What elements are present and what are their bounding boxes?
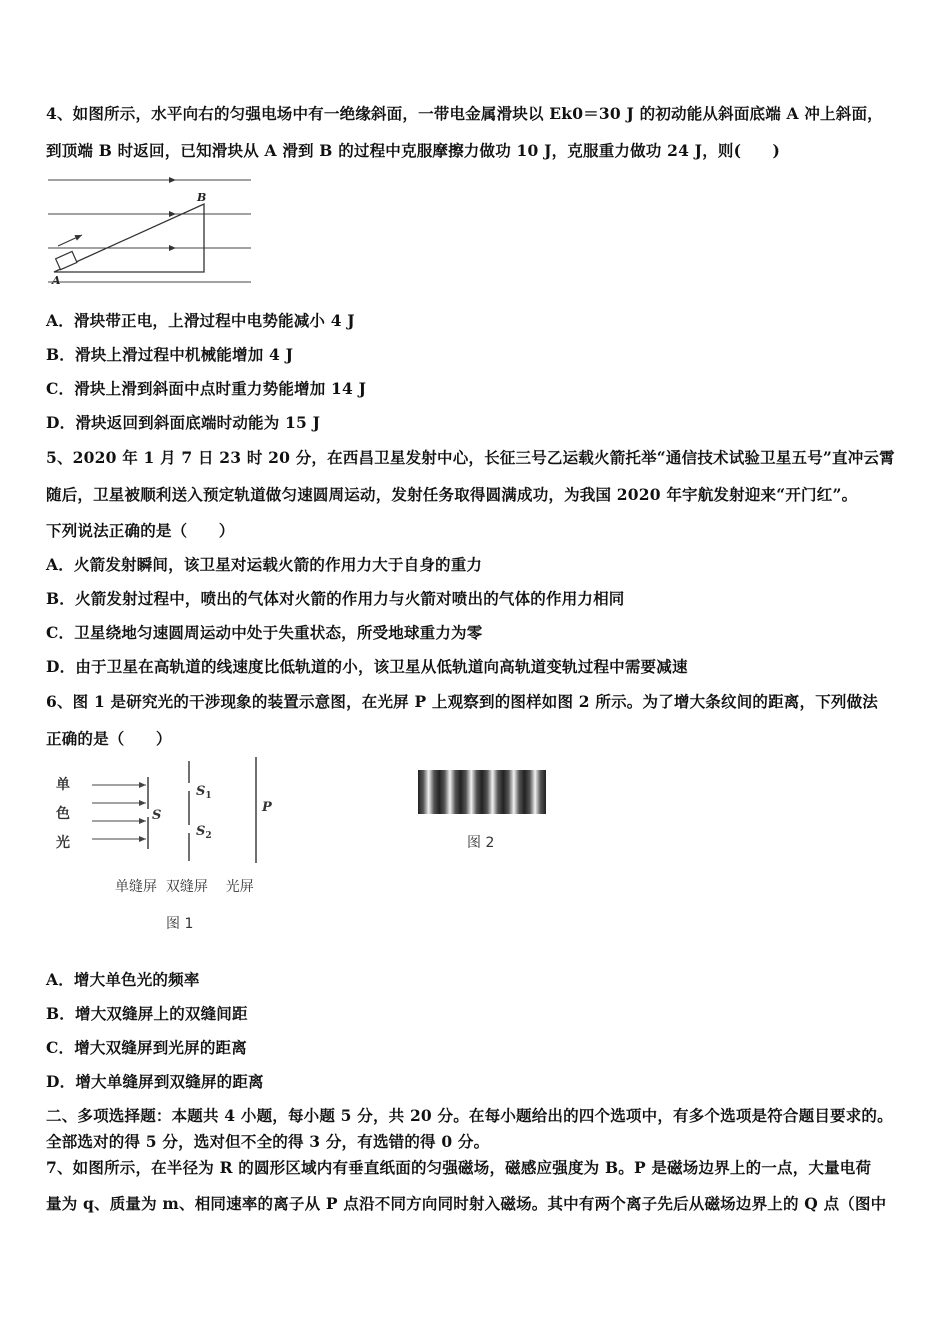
q5-option-d: D．由于卫星在高轨道的线速度比低轨道的小，该卫星从低轨道向高轨道变轨过程中需要减速	[46, 657, 688, 676]
q4-incline-figure	[46, 174, 256, 289]
q4-option-d: D．滑块返回到斜面底端时动能为 15 J	[46, 413, 321, 432]
q6-option-b: B．增大双缝屏上的双缝间距	[46, 1004, 248, 1023]
q6-screen-labels: 单缝屏 双缝屏 光屏	[115, 879, 254, 895]
q6-option-a: A．增大单色光的频率	[46, 970, 200, 989]
q6-label-s2-sub: 2	[205, 831, 212, 841]
q6-apparatus-figure	[50, 755, 290, 865]
q6-stem-line1: 6、图 1 是研究光的干涉现象的装置示意图，在光屏 P 上观察到的图样如图 2 所示。为了增大条纹间的距离，下列做法	[46, 692, 878, 711]
q6-label-p: P	[262, 800, 272, 815]
q6-label-s2-main: S	[196, 824, 206, 839]
q4-stem-line2: 到顶端 B 时返回，已知滑块从 A 滑到 B 的过程中克服摩擦力做功 10 J，克服重力做功 24 J，则( )	[46, 141, 781, 160]
q6-light-char-2: 色	[56, 806, 70, 822]
q5-option-a: A．火箭发射瞬间，该卫星对运载火箭的作用力大于自身的重力	[46, 555, 483, 574]
q5-option-c: C．卫星绕地匀速圆周运动中处于失重状态，所受地球重力为零	[46, 623, 483, 642]
q6-figure2-caption: 图 2	[467, 835, 495, 851]
q6-stem-line2: 正确的是（ ）	[46, 729, 172, 748]
q4-label-b: B	[197, 191, 207, 204]
q5-stem-line3: 下列说法正确的是（ ）	[46, 521, 235, 540]
q6-label-s1	[196, 784, 212, 801]
q4-option-c: C．滑块上滑到斜面中点时重力势能增加 14 J	[46, 379, 367, 398]
q6-label-s2	[196, 824, 212, 841]
q6-label-s1-sub: 1	[205, 791, 212, 801]
q4-label-a: A	[52, 274, 61, 287]
q4-stem-line1: 4、如图所示，水平向右的匀强电场中有一绝缘斜面，一带电金属滑块以 Ek0＝30 J 的初动能从斜面底端 A 冲上斜面，	[46, 104, 883, 123]
q7-stem-line1: 7、如图所示，在半径为 R 的圆形区域内有垂直纸面的匀强磁场，磁感应强度为 B。P 是磁场边界上的一点，大量电荷	[46, 1158, 872, 1177]
q6-fringe-figure	[418, 770, 546, 814]
q5-stem-line2: 随后，卫星被顺利送入预定轨道做匀速圆周运动，发射任务取得圆满成功，为我国 2020 年宇航发射迎来“开门红”。	[46, 485, 858, 504]
q6-light-char-1: 单	[56, 777, 70, 793]
q6-label-s: S	[152, 808, 162, 823]
q6-figure1-caption: 图 1	[166, 916, 194, 932]
q6-option-d: D．增大单缝屏到双缝屏的距离	[46, 1072, 264, 1091]
section2-instruction-line1: 二、多项选择题：本题共 4 小题，每小题 5 分，共 20 分。在每小题给出的四个选项中，有多个选项是符合题目要求的。	[46, 1106, 893, 1125]
q6-light-char-3: 光	[56, 835, 70, 851]
q5-option-b: B．火箭发射过程中，喷出的气体对火箭的作用力与火箭对喷出的气体的作用力相同	[46, 589, 625, 608]
q4-option-b: B．滑块上滑过程中机械能增加 4 J	[46, 345, 294, 364]
q6-label-s1-main: S	[196, 784, 206, 799]
q6-option-c: C．增大双缝屏到光屏的距离	[46, 1038, 247, 1057]
q4-option-a: A．滑块带正电，上滑过程中电势能减小 4 J	[46, 311, 355, 330]
q7-stem-line2: 量为 q、质量为 m、相同速率的离子从 P 点沿不同方向同时射入磁场。其中有两个离子先后从磁场边界上的 Q 点（图中	[46, 1194, 887, 1213]
q5-stem-line1: 5、2020 年 1 月 7 日 23 时 20 分，在西昌卫星发射中心，长征三号乙运载火箭托举“通信技术试验卫星五号”直冲云霄	[46, 448, 895, 467]
section2-instruction-line2: 全部选对的得 5 分，选对但不全的得 3 分，有选错的得 0 分。	[46, 1132, 490, 1151]
